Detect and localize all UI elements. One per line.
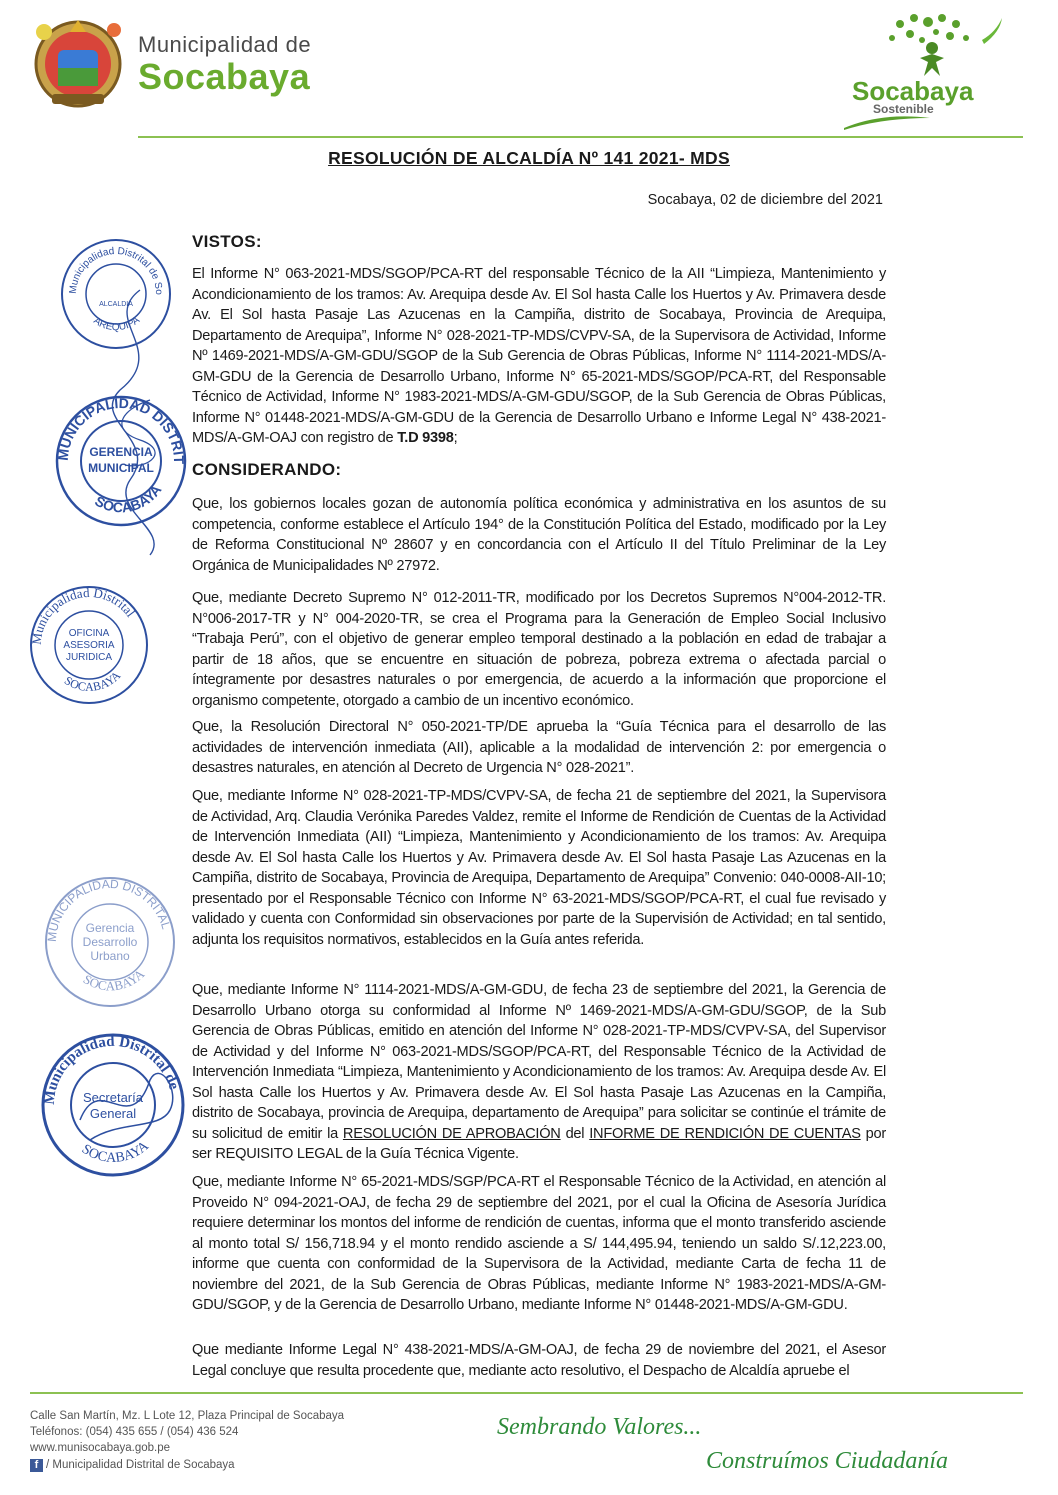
gerencia-stamp-bottom: SOCABAYA — [92, 481, 165, 516]
alcaldia-stamp-bottom: AREQUIPA — [91, 314, 142, 334]
municipality-name-line2: Socabaya — [138, 56, 311, 97]
paragraph-5-end: por ser REQUISITO LEGAL de la Guía Técnica Vigente. — [192, 1125, 886, 1162]
gerencia-stamp-center-2: MUNICIPAL — [88, 461, 154, 475]
desarrollo-stamp-center-1: Gerencia — [85, 921, 135, 935]
desarrollo-stamp-bottom: SOCABAYA — [80, 966, 148, 994]
footer-address: Calle San Martín, Mz. L Lote 12, Plaza Principal de Socabaya — [30, 1410, 345, 1422]
footer-phones: Teléfonos: (054) 435 655 / (054) 436 524 — [30, 1426, 239, 1438]
slogan-line-1: Sembrando Valores... — [497, 1414, 702, 1440]
alcaldia-stamp-ring: Municipalidad Distrital de So — [67, 245, 165, 296]
paragraph-4: Que, mediante Informe N° 028-2021-TP-MDS/CVPV-SA, de fecha 21 de septiembre del 2021, la Supervisora de Actividad, Arq. Claudia Verónika Paredes Valdez, remite el Informe de Rendición de Cuentas de la Actividad de Intervención Inmediata (AII) “Limpieza, Mantenimiento y Acondicionamiento de los tramos: Av. Arequipa desde Av. El Sol hasta Calle los Huertos y Av. Primavera desde Av. El Sol hasta Pasaje Las Azucenas en la Campiña, distrito de Socabaya, Provincia de Arequipa, Departamento de Arequipa” Convenio: 040-0008-AII-10; presentado por el Responsable Técnico con Informe N° 63-2021-MDS/SGOP/PCA-RT, el cual fue revisado y validado y cuenta con Conformidad sin observaciones por parte de la Supervisión de Actividad; en tal sentido, adjunta los requisitos normativos, establecidos en la Guía antes referida. — [192, 788, 886, 948]
paragraph-5-underline-1: RESOLUCIÓN DE APROBACIÓN — [342, 1125, 561, 1142]
header-divider — [138, 136, 1023, 138]
vistos-td: T.D 9398 — [397, 430, 454, 446]
secretaria-stamp-center-1: Secretaría — [83, 1090, 143, 1105]
secretaria-stamp-bottom: SOCABAYA — [78, 1138, 152, 1166]
paragraph-5-underline-2: INFORME DE RENDICIÓN DE CUENTAS — [589, 1125, 861, 1142]
paragraph-5 — [192, 980, 886, 1165]
paragraph-7: Que mediante Informe Legal N° 438-2021-MDS/A-GM-OAJ, de fecha 29 de noviembre del 2021, el Asesor Legal concluye que resulta procedente que, mediante acto resolutivo, el Despacho de Alcaldía apruebe el — [192, 1342, 886, 1379]
asesoria-stamp-center-3: JURIDICA — [65, 652, 113, 663]
footer-website[interactable]: www.munisocabaya.gob.pe — [30, 1442, 170, 1454]
secretaria-stamp-ring: Municipalidad Distrital de — [41, 1033, 182, 1106]
paragraph-5-mid: del — [565, 1125, 585, 1142]
brand-swoosh-icon — [842, 112, 932, 137]
footer-divider — [30, 1392, 1023, 1394]
asesoria-stamp-bottom: SOCABAYA — [61, 668, 124, 694]
svg-text:SOCABAYA — [62, 668, 124, 694]
considerando-heading: CONSIDERANDO: — [192, 460, 342, 479]
facebook-icon[interactable]: f — [30, 1459, 43, 1472]
document-date: Socabaya, 02 de diciembre del 2021 — [647, 192, 883, 208]
gerencia-stamp-ring: MUNICIPALIDAD DISTRIT — [54, 394, 188, 464]
asesoria-juridica-stamp — [26, 582, 152, 713]
desarrollo-stamp-ring: MUNICIPALIDAD DISTRITAL — [44, 876, 174, 943]
desarrollo-urbano-stamp — [40, 872, 180, 1017]
asesoria-stamp-center-1: OFICINA — [68, 628, 110, 639]
document-title: RESOLUCIÓN DE ALCALDÍA Nº 141 2021- MDS — [328, 148, 730, 168]
paragraph-6: Que, mediante Informe N° 65-2021-MDS/SGP/PCA-RT el Responsable Técnico de la Actividad, en atención al Proveido N° 094-2021-OAJ, de fecha 29 de septiembre del 2021, por el cual la Oficina de Asesoría Jurídica requiere determinar los montos del informe de rendición de cuentas, informa que el monto transferido asciende al monto total S/ 156,718.94 y el monto rendido asciende a S/ 144,495.94, teniendo un saldo S/.12,223.00, informe que cuenta con conformidad de la Supervisora de la Actividad, mediante Carta de fecha 11 de noviembre del 2021, de la Sub Gerencia de Obras Públicas, mediante Informe N° 1983-2021-MDS/A-GM-GDU/SGOP, y de la Gerencia de Desarrollo Urbano, mediante Informe N° 01448-2021-MDS/A-GM-GDU. — [192, 1174, 886, 1313]
gerencia-stamp-center-1: GERENCIA — [89, 445, 153, 459]
signature-scribble — [80, 280, 200, 565]
asesoria-stamp-center-2: ASESORIA — [63, 640, 115, 651]
municipality-name-line1: Municipalidad de — [138, 32, 312, 57]
paragraph-2: Que, mediante Decreto Supremo N° 012-2011-TR, modificado por los Decretos Supremos N°004-2012-TR. N°006-2017-TR y N° 004-2020-TR, se crea el Programa para la Generación de Empleo Social Inclusivo “Trabaja Perú”, con el objetivo de generar empleo temporal destinado a la población en edad de trabajar a partir de 18 años, que se encuentre en situación de pobreza, pobreza extrema o afectada parcial o íntegramente por desastres naturales o por emergencia, de acuerdo a la información que proporcione el organismo competente, otorgado a cambio de un incentivo económico. — [192, 590, 886, 709]
secretaria-stamp-center-2: General — [89, 1106, 137, 1121]
vistos-paragraph: El Informe N° 063-2021-MDS/SGOP/PCA-RT del responsable Técnico de la AII “Limpieza, Mantenimiento y Acondicionamiento de los tramos: Av. Arequipa desde Av. El Sol hasta Calle los Huertos y Av. Primavera desde Av. El Sol hasta Pasaje Las Azucenas en la Campiña, distrito de Socabaya, Provincia de Arequipa, Departamento de Arequipa”, Informe N° 028-2021-TP-MDS/CVPV-SA, de la Supervisora de Actividad, Informe Nº 1469-2021-MDS/A-GM-GDU/SGOP de la Sub Gerencia de Obras Públicas, Informe N° 1114-2021-MDS/A-GM-GDU de la Gerencia de Desarrollo Urbano, Informe N° 65-2021-MDS/SGOP/PCA-RT, del Responsable Técnico de Actividad, Informe N° 1983-2021-MDS/A-GM-GDU/SGOP, de la Sub Gerencia de Obras Públicas, Informe N° 01448-2021-MDS/A-GM-GDU de la Gerencia de Desarrollo Urbano e Informe Legal N° 438-2021-MDS/A-GM-OAJ con registro de T.D 9398; — [192, 266, 886, 446]
svg-text:SOCABAYA — [81, 966, 148, 994]
desarrollo-stamp-center-3: Urbano — [90, 949, 130, 963]
signature-scribble-2 — [70, 1050, 190, 1155]
brand-subtitle: Sostenible — [873, 102, 934, 116]
brand-name: Socabaya — [852, 76, 974, 106]
paragraph-3: Que, la Resolución Directoral N° 050-2021-TP/DE aprueba la “Guía Técnica para el desarrollo de las actividades de intervención inmediata (AII), aplicable a la modalidad de intervención 2: por emergencia o desastres naturales, en atención al Decreto de Urgencia N° 028-2021”. — [192, 719, 886, 776]
vistos-text: El Informe N° 063-2021-MDS/SGOP/PCA-RT del responsable Técnico de la AII “Limpieza, Mantenimiento y Acondicionamiento de los tramos: Av. Arequipa desde Av. El Sol hasta Calle los Huertos y Av. Primavera desde Av. El Sol hasta Pasaje Las Azucenas en la Campiña, distrito de Socabaya, Provincia de Arequipa, Departamento de Arequipa”, Informe N° 028-2021-TP-MDS/CVPV-SA, de la Supervisora de Actividad, Informe Nº 1469-2021-MDS/A-GM-GDU/SGOP de la Sub Gerencia de Obras Públicas, Informe N° 1114-2021-MDS/A-GM-GDU de la Gerencia de Desarrollo Urbano, Informe N° 65-2021-MDS/SGOP/PCA-RT, del Responsable Técnico de Actividad, Informe N° 1983-2021-MDS/A-GM-GDU/SGOP, de la Sub Gerencia de Obras Públicas, Informe N° 01448-2021-MDS/A-GM-GDU de la Gerencia de Desarrollo Urbano e Informe Legal N° 438-2021-MDS/A-GM-OAJ con registro de — [192, 266, 886, 446]
slogan-line-2: Construímos Ciudadanía — [706, 1448, 949, 1474]
desarrollo-stamp-center-2: Desarrollo — [82, 935, 138, 949]
paragraph-5-text: Que, mediante Informe N° 1114-2021-MDS/A-GM-GDU, de fecha 23 de septiembre del 2021, la Gerencia de Desarrollo Urbano otorga su conformidad al Informe Nº 1469-2021-MDS/A-GM-GDU/SGOP, de la Sub Gerencia de Obras Públicas, emitido en atención del Informe N° 028-2021-TP-MDS/CVPV-SA, del Supervisor de Actividad y del Informe N° 063-2021-MDS/SGOP/PCA-RT, del Responsable Técnico de la Actividad de Intervención Inmediata “Limpieza, Mantenimiento y Acondicionamiento de los tramos: Av. Arequipa desde Av. El Sol hasta Calle los Huertos y Av. Primavera desde Av. El Sol hasta Pasaje Las Azucenas en la Campiña, distrito de Socabaya, provincia de Arequipa, departamento de Arequipa” para solicitar se continúe el trámite de su solicitud de emitir la — [192, 982, 886, 1142]
municipal-coat-of-arms-icon — [30, 12, 126, 117]
vistos-heading: VISTOS: — [192, 232, 262, 251]
footer-facebook[interactable]: / Municipalidad Distrital de Socabaya — [46, 1459, 235, 1471]
paragraph-1: Que, los gobiernos locales gozan de autonomía política económica y administrativa en los asuntos de su competencia, conforme establece el Artículo 194° de la Constitución Política del Estado, modificado por la Ley de Reforma Constitucional Nº 28607 y en concordancia con el Artículo II del Título Preliminar de la Ley Orgánica de Municipalidades Nº 27972. — [192, 496, 886, 574]
asesoria-stamp-ring: Municipalidad Distrital — [28, 584, 139, 646]
alcaldia-stamp-center: ALCALDIA — [99, 301, 133, 308]
